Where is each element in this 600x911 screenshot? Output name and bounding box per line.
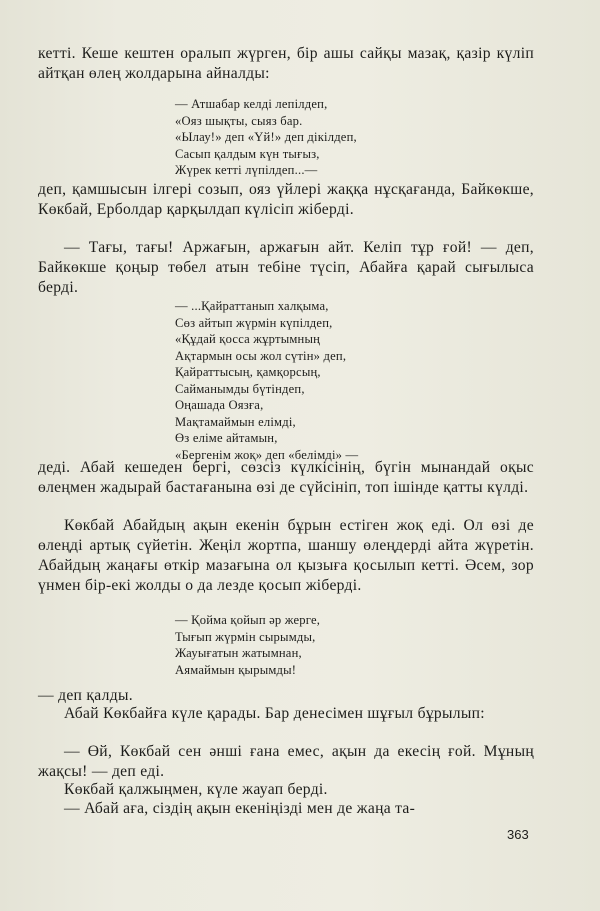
verse-line: Аямаймын қырымды! <box>175 662 297 677</box>
verse-1 <box>175 96 357 179</box>
verse-line: Жауығатын жатымнан, <box>175 646 302 660</box>
verse-3 <box>175 612 320 678</box>
verse-line: «Ылау!» деп «Үй!» деп дікілдеп, <box>175 130 357 144</box>
verse-2 <box>175 298 358 463</box>
verse-line: Жүрек кетті лүпілдеп...— <box>175 163 318 177</box>
verse-line: Мақтамаймын елімді, <box>175 414 296 429</box>
paragraph-4: деді. Абай кешеден бергі, сөзсіз күлкісінің, бүгін мынандай оқыс өлеңмен жадырай бастағанына өзі де сүйсініп, топ ішінде қатты күлді. <box>38 459 534 496</box>
verse-line: — Атшабар келді лепілдеп, <box>175 97 328 111</box>
verse-line: Оңашада Оязға, <box>175 398 264 412</box>
verse-line: — Қойма қойып әр жерге, <box>175 613 321 627</box>
page-number: 363 <box>507 827 529 842</box>
verse-line: «Ояз шықты, сыяз бар. <box>175 113 303 128</box>
verse-line: «Құдай қосса жұртымның <box>175 332 321 346</box>
verse-line: Сасып қалдым күн тығыз, <box>175 146 320 161</box>
paragraph-10: — Абай аға, сіздің ақын екеніңізді мен де жаңа та- <box>64 800 416 817</box>
verse-line: «Бергенім жоқ» деп «белімді» — <box>175 447 359 462</box>
verse-line: Тығып жүрмін сырымды, <box>175 629 316 644</box>
verse-line: Қайраттысың, қамқорсың, <box>175 365 321 379</box>
verse-line: Сайманымды бүтіндеп, <box>175 381 305 396</box>
paragraph-1: кетті. Кеше кештен оралып жүрген, бір ашы сайқы мазақ, қазір күліп айтқан өлең жолдарына айналды: <box>38 45 534 82</box>
paragraph-9: Көкбай қалжыңмен, күле жауап берді. <box>64 781 328 798</box>
verse-line: — ...Қайраттанып халқыма, <box>175 299 329 313</box>
paragraph-8: — Өй, Көкбай сен әнші ғана емес, ақын да екесің ғой. Мұның жақсы! — деп еді. <box>38 743 534 780</box>
verse-line: Ақтармын осы жол сүтін» деп, <box>175 348 347 363</box>
verse-line: Сөз айтып жүрмін күпілдеп, <box>175 315 333 330</box>
paragraph-7: Абай Көкбайға күле қарады. Бар денесімен шұғыл бұрылып: <box>64 705 485 722</box>
paragraph-3: — Тағы, тағы! Аржағын, аржағын айт. Келіп тұр ғой! — деп, Байкөкше қоңыр төбел атын тебіне түсіп, Абайға қарай сығылыса берді. <box>38 239 534 296</box>
paragraph-6: — деп қалды. <box>38 687 133 704</box>
verse-line: Өз еліме айтамын, <box>175 431 278 445</box>
paragraph-2: деп, қамшысын ілгері созып, ояз үйлері жаққа нұсқағанда, Байкөкше, Көкбай, Ерболдар қарқылдап күлісіп жіберді. <box>38 181 534 218</box>
paragraph-5: Көкбай Абайдың ақын екенін бұрын естіген жоқ еді. Ол өзі де өлеңді артық сүйетін. Жеңіл жортпа, шаншу өлеңдерді айта жүретін. Абайдың жаңағы өткір мазағына ол қызыға қосылып кетті. Әсем, зор үнмен бір-екі жолды о да лезде қосып жіберді. <box>38 517 534 594</box>
